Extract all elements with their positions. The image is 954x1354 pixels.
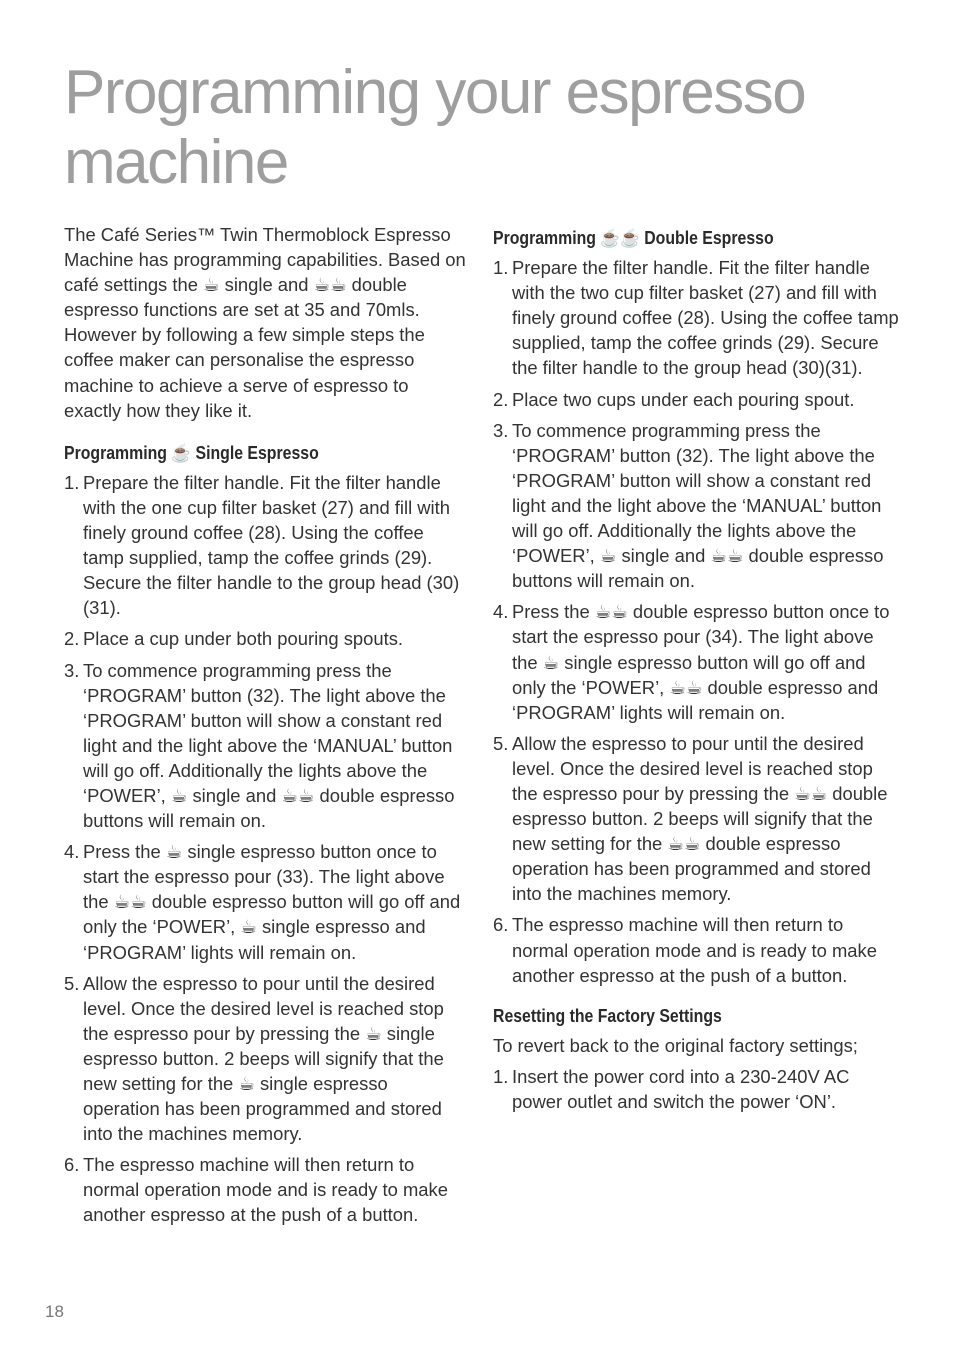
step-number: 6. (64, 1154, 80, 1176)
double-espresso-heading: Programming ☕☕ Double Espresso (493, 228, 774, 248)
step-text: Press the ☕☕ double espresso button once to start the espresso pour (34). The light above the ☕ single espresso button will go off and only the ‘POWER’, ☕☕ double espresso and ‘PROGRAM’ lights will remain on. (512, 601, 890, 723)
step-number: 4. (493, 601, 509, 623)
step-number: 1. (493, 1065, 509, 1087)
right-column (493, 226, 903, 1120)
step-number: 6. (493, 914, 509, 936)
step-number: 4. (64, 841, 80, 863)
step-text: Place two cups under each pouring spout. (512, 388, 855, 410)
step-number: 2. (493, 388, 509, 410)
list-item (64, 1152, 469, 1227)
step-number: 5. (493, 732, 509, 754)
reset-heading: Resetting the Factory Settings (493, 1005, 722, 1026)
step-text: To commence programming press the ‘PROGRAM’ button (32). The light above the ‘PROGRAM’ button will show a constant red light and the light above the ‘MANUAL’ button will go off. Additionally the lights above the ‘POWER’, ☕ single and ☕☕ double espresso buttons will remain on. (83, 659, 455, 832)
list-item (64, 658, 469, 834)
step-text: Allow the espresso to pour until the desired level. Once the desired level is reached stop the espresso pour by pressing the ☕ single espresso button. 2 beeps will signify that the new setting for the ☕ single espresso operation has been programmed and stored into the machines memory. (83, 972, 444, 1145)
single-espresso-steps (64, 470, 469, 1228)
list-item (493, 599, 903, 724)
page-title: Programming your espresso machine (64, 58, 806, 197)
list-item (64, 971, 469, 1147)
list-item (64, 626, 469, 651)
reset-intro: To revert back to the original factory settings; (493, 1034, 858, 1056)
list-item (493, 387, 903, 412)
list-item (64, 470, 469, 621)
left-column (64, 222, 469, 1234)
page-number: 18 (45, 1302, 64, 1321)
step-number: 3. (493, 419, 509, 441)
reset-steps (493, 1064, 903, 1114)
single-espresso-heading: Programming ☕ Single Espresso (64, 442, 319, 463)
double-espresso-steps (493, 255, 903, 988)
step-text: Prepare the filter handle. Fit the filter handle with the one cup filter basket (27) and fill with finely ground coffee (28). Using the coffee tamp supplied, tamp the coffee grinds (29). Secure the filter handle to the group head (30)(31). (83, 471, 460, 619)
list-item (493, 418, 903, 594)
list-item (493, 731, 903, 907)
single-espresso-section (64, 441, 469, 1228)
step-number: 1. (64, 471, 80, 493)
step-text: Allow the espresso to pour until the desired level. Once the desired level is reached stop the espresso pour by pressing the ☕☕ double espresso button. 2 beeps will signify that the new setting for the ☕☕ double espresso operation has been programmed and stored into the machines memory. (512, 732, 888, 905)
step-number: 5. (64, 972, 80, 994)
step-text: The espresso machine will then return to normal operation mode and is ready to make another espresso at the push of a button. (512, 914, 877, 986)
step-text: To commence programming press the ‘PROGRAM’ button (32). The light above the ‘PROGRAM’ button will show a constant red light and the light above the ‘MANUAL’ button will go off. Additionally the lights above the ‘POWER’, ☕ single and ☕☕ double espresso buttons will remain on. (512, 419, 884, 592)
step-text: Prepare the filter handle. Fit the filter handle with the two cup filter basket (27) and fill with finely ground coffee (28). Using the coffee tamp supplied, tamp the coffee grinds (29). Secure the filter handle to the group head (30)(31). (512, 257, 899, 379)
step-number: 2. (64, 628, 80, 650)
intro-paragraph: The Café Series™ Twin Thermoblock Espresso Machine has programming capabilities. Based on café settings the ☕ single and ☕☕ double espresso functions are set at 35 and 70mls. However by following a few simple steps the coffee maker can personalise the espresso machine to achieve a serve of espresso to exactly how they like it. (64, 224, 466, 421)
step-text: Press the ☕ single espresso button once to start the espresso pour (33). The light above the ☕☕ double espresso button will go off and only the ‘POWER’, ☕ single espresso and ‘PROGRAM’ lights will remain on. (83, 841, 461, 963)
step-number: 1. (493, 257, 509, 279)
step-text: The espresso machine will then return to normal operation mode and is ready to make another espresso at the push of a button. (83, 1154, 448, 1226)
list-item (493, 912, 903, 987)
step-number: 3. (64, 659, 80, 681)
double-espresso-section (493, 226, 903, 988)
list-item (493, 255, 903, 380)
reset-section (493, 1004, 903, 1114)
list-item (64, 839, 469, 964)
step-text: Insert the power cord into a 230-240V AC power outlet and switch the power ‘ON’. (512, 1065, 850, 1112)
step-text: Place a cup under both pouring spouts. (83, 628, 404, 650)
list-item (493, 1064, 903, 1114)
